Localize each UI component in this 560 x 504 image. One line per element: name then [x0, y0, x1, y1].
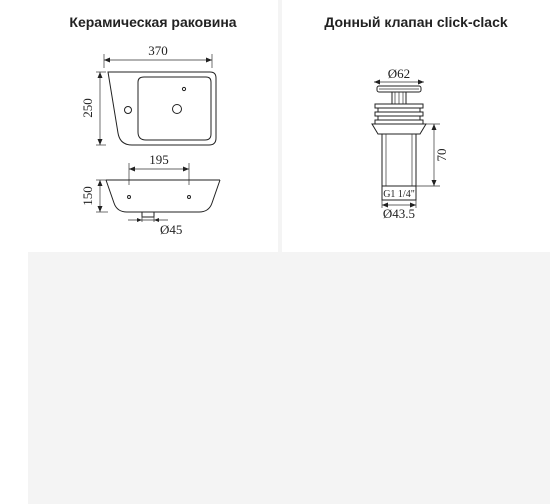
- valve-body: [372, 86, 426, 200]
- sink-depth-dimension: [96, 180, 108, 212]
- sink-drawing: [28, 0, 278, 252]
- sink-drain-outlet: [142, 212, 154, 217]
- sink-drain-diameter-label: Ø45: [160, 222, 183, 237]
- valve-card: [282, 0, 550, 252]
- sink-title: Керамическая раковина: [69, 14, 237, 30]
- sink-height-dimension: [96, 72, 106, 145]
- sink-width-label: 370: [148, 43, 168, 58]
- sink-top-view: [108, 72, 216, 145]
- sink-tap-hole: [182, 87, 185, 90]
- valve-thread-label: G1 1/4": [383, 189, 415, 200]
- sink-overflow-hole: [125, 107, 132, 114]
- valve-drawing: [282, 0, 550, 252]
- sink-depth-label: 150: [80, 186, 95, 206]
- valve-height-label: 70: [434, 148, 449, 162]
- sink-drain-hole: [173, 105, 182, 114]
- sink-card: [28, 0, 278, 252]
- valve-bottom-diameter-label: Ø43.5: [382, 206, 416, 221]
- sink-spacing-label: 195: [149, 152, 169, 167]
- valve-top-diameter-label: Ø62: [387, 66, 411, 81]
- sink-height-label: 250: [80, 98, 95, 118]
- sink-front-view: [106, 180, 220, 217]
- valve-title: Донный клапан click-clack: [324, 14, 508, 30]
